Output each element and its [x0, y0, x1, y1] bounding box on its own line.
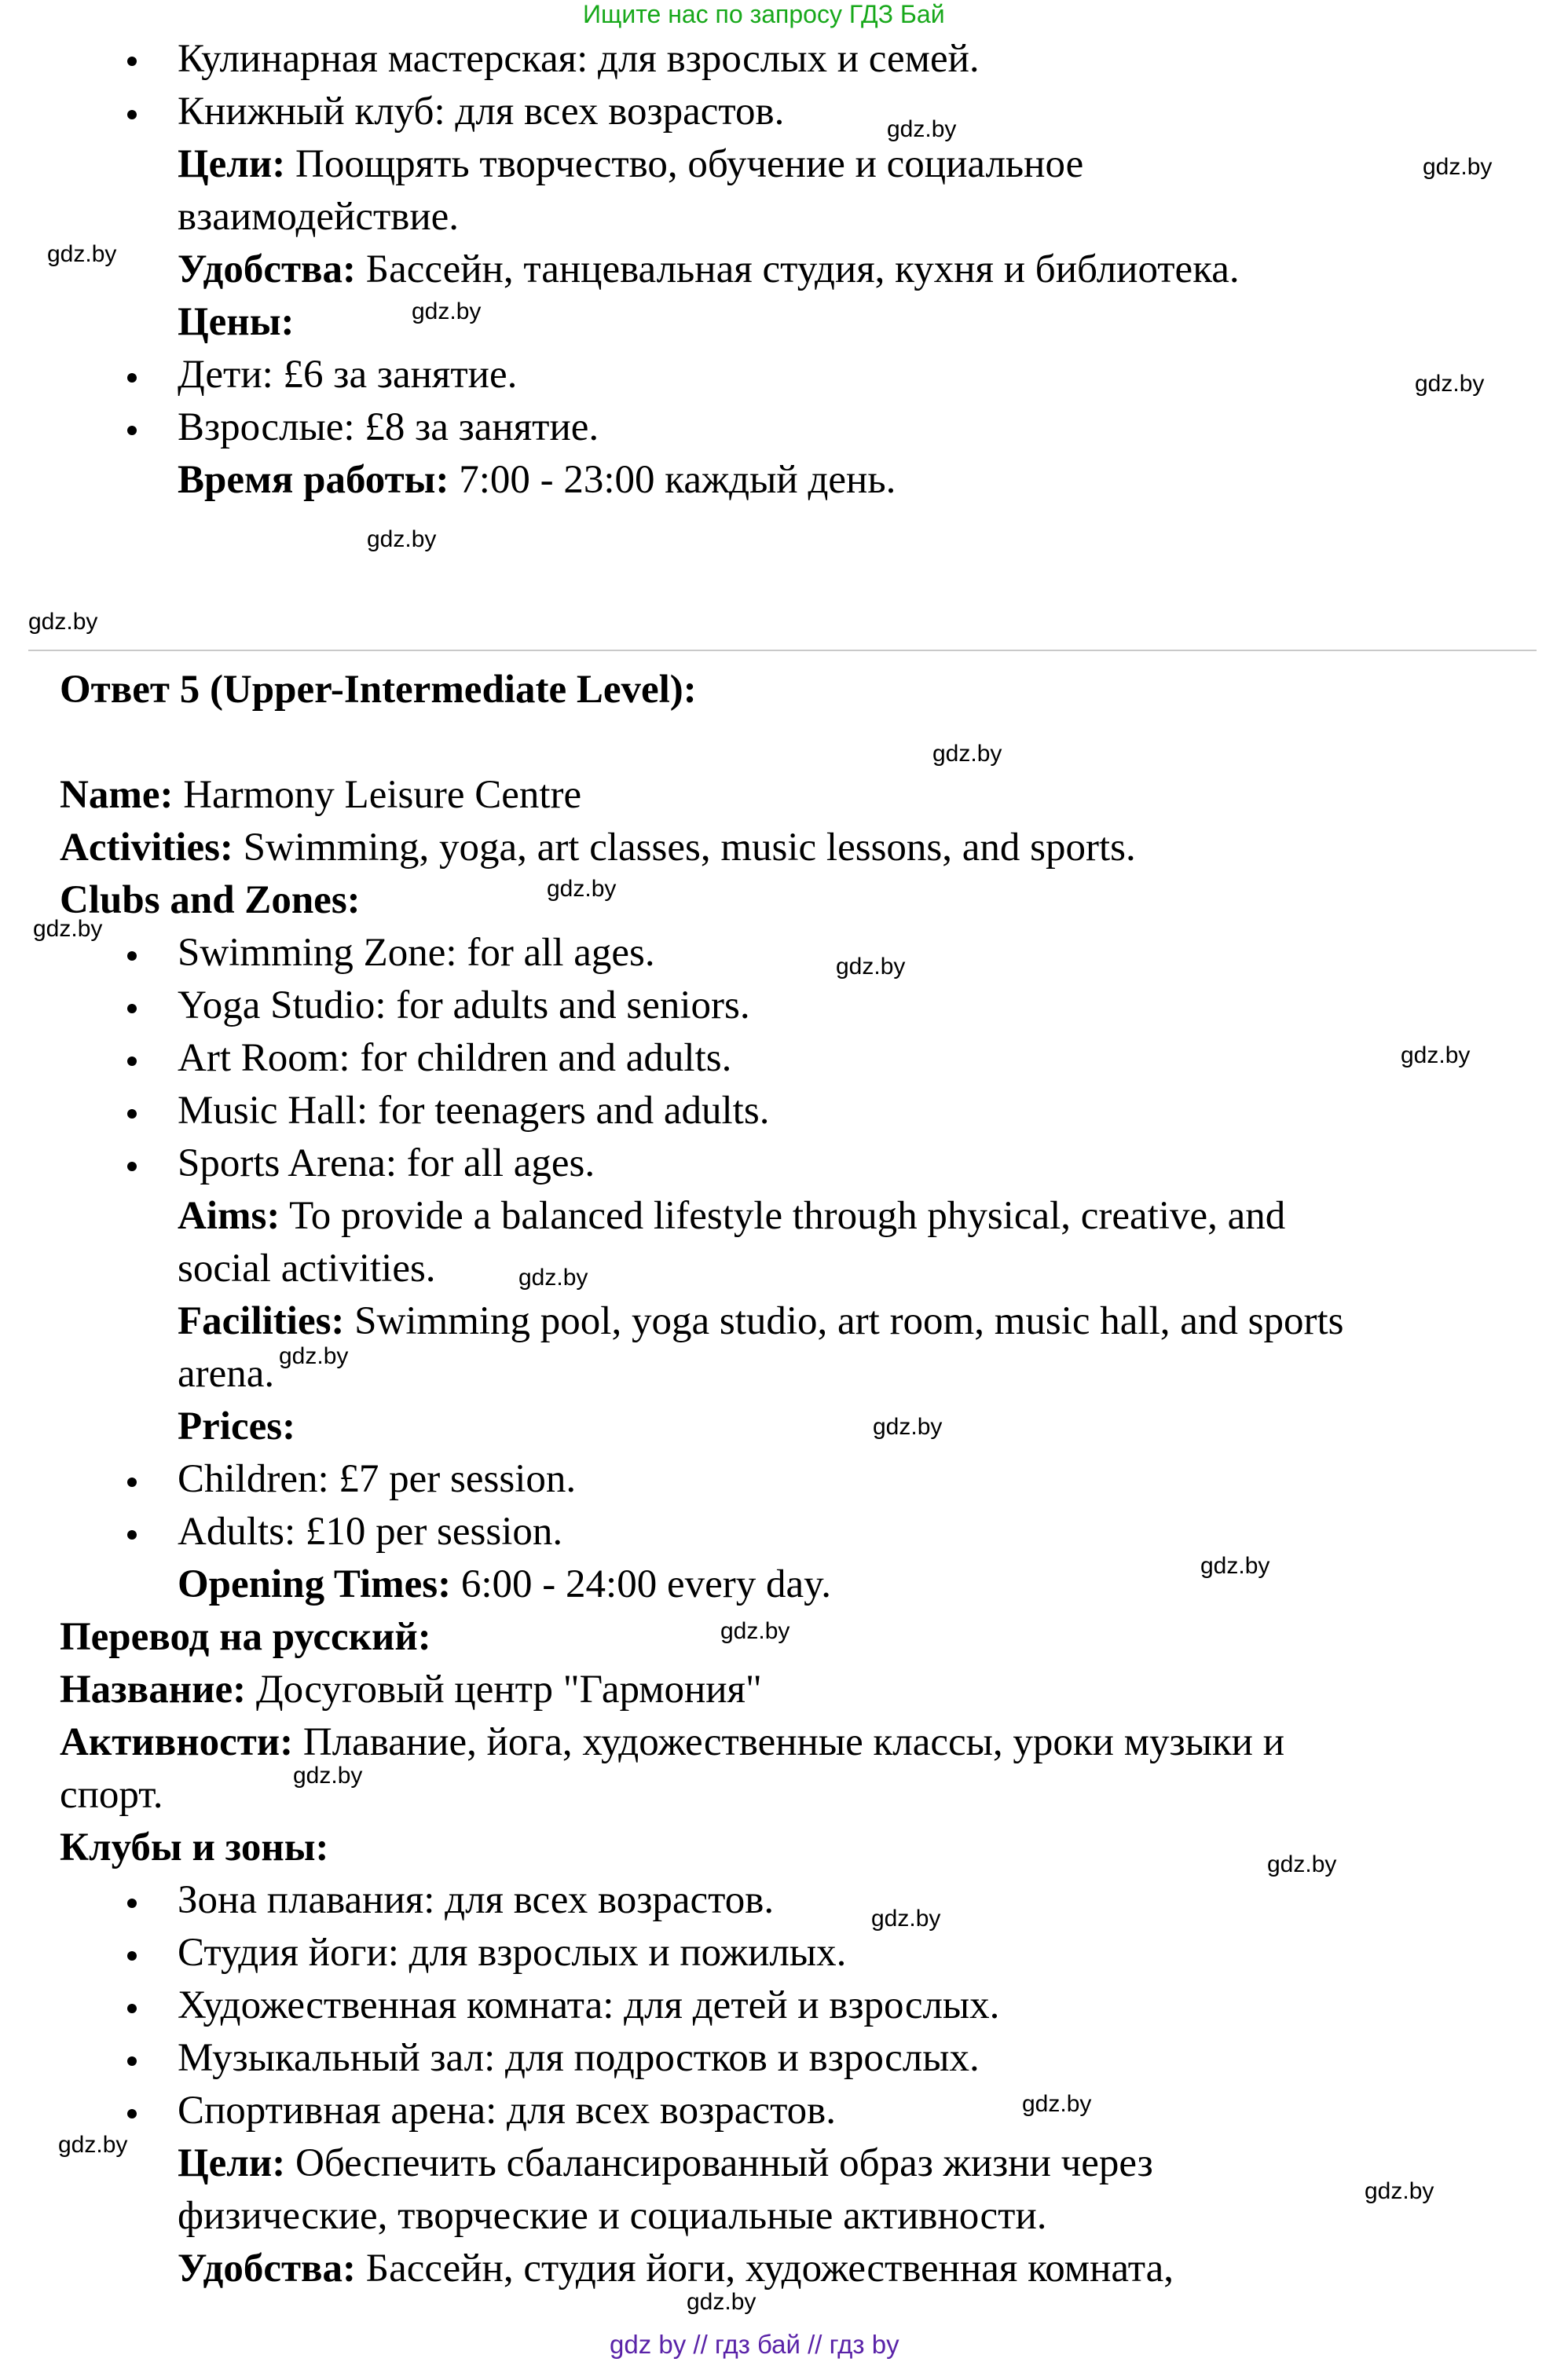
club-item: Музыкальный зал: для подростков и взрослых.: [178, 2036, 980, 2080]
clubs-label: Клубы и зоны:: [60, 1826, 329, 1869]
activities-text: Плавание, йога, художественные классы, уроки музыки и: [293, 1720, 1285, 1764]
bullet-dot: [127, 2109, 137, 2118]
activities-label: Активности:: [60, 1720, 294, 1764]
facilities-text: Бассейн, танцевальная студия, кухня и библиотека.: [356, 247, 1240, 291]
club-item: Sports Arena: for all ages.: [178, 1141, 595, 1185]
watermark: gdz.by: [33, 916, 103, 942]
footer-links[interactable]: gdz by // гдз бай // гдз by: [610, 2330, 899, 2359]
facilities-label: Facilities:: [178, 1299, 345, 1343]
watermark: gdz.by: [1022, 2091, 1092, 2117]
club-item: Зона плавания: для всех возрастов.: [178, 1878, 775, 1922]
activities-line: [60, 828, 1136, 868]
watermark: gdz.by: [1415, 371, 1485, 397]
prices-label: Цены:: [178, 300, 295, 344]
watermark: gdz.by: [547, 876, 617, 902]
aims-text: Поощрять творчество, обучение и социальное: [285, 142, 1084, 186]
club-item: Yoga Studio: for adults and seniors.: [178, 983, 750, 1027]
facilities-line: [178, 2249, 1174, 2289]
club-item: Music Hall: for teenagers and adults.: [178, 1089, 770, 1133]
bullet-dot: [127, 57, 137, 66]
hours-text: 7:00 - 23:00 каждый день.: [449, 458, 896, 502]
bullet-dot: [127, 2004, 137, 2013]
activities-line-2: спорт.: [60, 1773, 163, 1817]
watermark: gdz.by: [367, 526, 437, 552]
bullet-dot: [127, 2056, 137, 2066]
bullet-dot: [127, 1899, 137, 1908]
watermark: gdz.by: [518, 1265, 588, 1291]
watermark: gdz.by: [1365, 2178, 1434, 2204]
clubs-label: Clubs and Zones:: [60, 878, 361, 922]
watermark: gdz.by: [1200, 1553, 1270, 1579]
aims-line: [178, 142, 1084, 186]
club-item: Art Room: for children and adults.: [178, 1036, 732, 1080]
list-item: Книжный клуб: для всех возрастов.: [178, 90, 785, 134]
aims-label: Цели:: [178, 2141, 286, 2185]
bullet-dot: [127, 1056, 137, 1066]
facilities-text: Бассейн, студия йоги, художественная комната,: [356, 2247, 1174, 2291]
watermark: gdz.by: [887, 116, 957, 142]
watermark: gdz.by: [871, 1906, 941, 1932]
activities-text: Swimming, yoga, art classes, music lessons, and sports.: [233, 826, 1136, 870]
watermark: gdz.by: [1267, 1851, 1337, 1877]
name-text: Досуговый центр "Гармония": [246, 1668, 762, 1712]
activities-line: [60, 1720, 1285, 1764]
club-item: Спортивная арена: для всех возрастов.: [178, 2089, 837, 2133]
watermark: gdz.by: [1401, 1042, 1471, 1068]
name-label: Название:: [60, 1668, 247, 1712]
watermark: gdz.by: [412, 298, 482, 324]
watermark: gdz.by: [293, 1763, 363, 1789]
bullet-dot: [127, 1530, 137, 1540]
watermark: gdz.by: [1423, 154, 1493, 180]
name-label: Name:: [60, 773, 174, 817]
bullet-dot: [127, 426, 137, 435]
hours-text: 6:00 - 24:00 every day.: [451, 1562, 832, 1606]
translation-heading: Перевод на русский:: [60, 1615, 431, 1659]
facilities-line: [178, 247, 1240, 291]
aims-label: Aims:: [178, 1194, 280, 1238]
bullet-dot: [127, 373, 137, 383]
facilities-line-2: arena.: [178, 1352, 275, 1396]
aims-line-2: взаимодействие.: [178, 195, 460, 239]
hours-line: [178, 1562, 832, 1606]
name-line: [60, 1670, 762, 1710]
watermark: gdz.by: [279, 1343, 349, 1369]
hours-label: Время работы:: [178, 458, 449, 502]
club-item: Студия йоги: для взрослых и пожилых.: [178, 1931, 847, 1975]
aims-text: To provide a balanced lifestyle through physical, creative, and: [280, 1194, 1286, 1238]
hours-label: Opening Times:: [178, 1562, 452, 1606]
bullet-dot: [127, 1109, 137, 1119]
watermark: gdz.by: [687, 2289, 757, 2315]
club-item: Художественная комната: для детей и взрослых.: [178, 1983, 1000, 2027]
price-item: Взрослые: £8 за занятие.: [178, 405, 599, 449]
facilities-text: Swimming pool, yoga studio, art room, music hall, and sports: [344, 1299, 1344, 1343]
bullet-dot: [127, 1951, 137, 1961]
section-divider: [28, 650, 1537, 651]
club-item: Swimming Zone: for all ages.: [178, 931, 655, 975]
activities-label: Activities:: [60, 826, 233, 870]
hours-line: [178, 460, 896, 500]
aims-line-2: social activities.: [178, 1247, 436, 1291]
facilities-label: Удобства:: [178, 247, 357, 291]
watermark: gdz.by: [47, 241, 117, 267]
aims-line: [178, 2141, 1153, 2185]
aims-label: Цели:: [178, 142, 286, 186]
facilities-label: Удобства:: [178, 2247, 357, 2291]
search-hint-link[interactable]: Ищите нас по запросу ГДЗ Бай: [583, 0, 945, 28]
aims-line-2: физические, творческие и социальные активности.: [178, 2194, 1047, 2238]
price-item: Дети: £6 за занятие.: [178, 353, 518, 397]
bullet-dot: [127, 1004, 137, 1013]
watermark: gdz.by: [28, 609, 98, 635]
watermark: gdz.by: [58, 2132, 128, 2158]
answer-heading: Ответ 5 (Upper-Intermediate Level):: [60, 668, 697, 712]
aims-text: Обеспечить сбалансированный образ жизни через: [285, 2141, 1153, 2185]
bullet-dot: [127, 110, 137, 119]
price-item: Adults: £10 per session.: [178, 1510, 563, 1554]
bullet-dot: [127, 1162, 137, 1171]
bullet-dot: [127, 951, 137, 961]
watermark: gdz.by: [836, 954, 906, 980]
bullet-dot: [127, 1478, 137, 1487]
watermark: gdz.by: [720, 1618, 790, 1644]
watermark: gdz.by: [873, 1414, 943, 1440]
list-item: Кулинарная мастерская: для взрослых и семей.: [178, 37, 980, 81]
watermark: gdz.by: [932, 741, 1002, 767]
prices-label: Prices:: [178, 1404, 296, 1448]
name-line: [60, 775, 581, 815]
aims-line: [178, 1196, 1285, 1236]
facilities-line: [178, 1299, 1344, 1343]
price-item: Children: £7 per session.: [178, 1457, 577, 1501]
name-text: Harmony Leisure Centre: [173, 773, 582, 817]
